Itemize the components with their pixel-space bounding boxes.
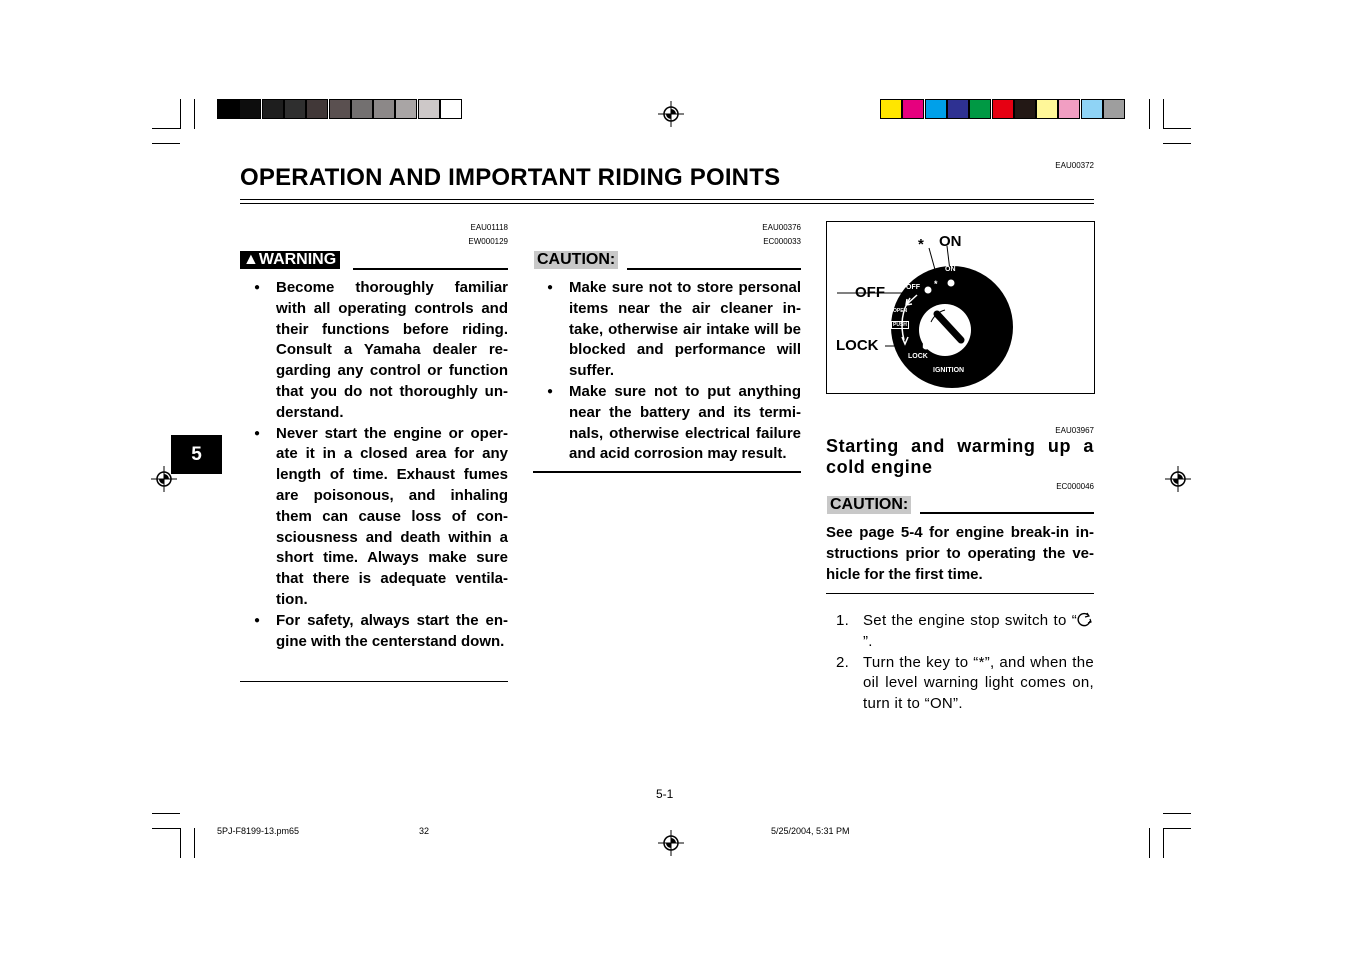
registration-mark-bottom [658,830,684,856]
caution-label-2: CAUTION: [827,496,911,514]
color-swatch [262,99,284,119]
dial-off-text: OFF [906,284,920,291]
list-item: ● Never start the engine or oper-ate it in a closed area for any length of time. Exhaust fumes are poisonous, and inhaling them can cause loss of con-sciousness and death within a short time. Always make sure that there is adequate ventila-tion. [240,424,508,611]
warning-list [240,278,508,652]
col3-code-1: EAU03967 [1055,426,1094,435]
color-swatch [351,99,373,119]
list-item [826,611,1094,653]
step-number: 2. [836,653,850,671]
color-swatch [239,99,261,119]
color-swatch [395,99,417,119]
color-swatch [306,99,328,119]
caution2-header-line [920,512,1094,514]
list-item: ● Become thoroughly familiar with all operating controls and their functions before riding. Consult a Yamaha dealer re-garding any control or function that you do not thoroughly un-derstand. [240,278,508,424]
caution2-end-rule [826,593,1094,594]
chapter-tab: 5 [171,435,222,474]
color-swatch [1103,99,1125,119]
steps-list [826,611,1094,715]
dial-lock-text: LOCK [908,353,928,360]
color-swatch [992,99,1014,119]
page-title: OPERATION AND IMPORTANT RIDING POINTS [240,164,781,191]
color-swatch [440,99,462,119]
caution2-text: See page 5-4 for engine break-in in-structions prior to operating the ve-hicle for the first time. [826,524,1094,583]
star-label: * [918,236,924,253]
color-swatch [925,99,947,119]
lock-label: LOCK [836,337,879,354]
dial-open-text: OPEN [893,308,908,314]
caution-label: CAUTION: [534,251,618,269]
off-label: OFF [855,284,885,301]
color-swatch [880,99,902,119]
list-item [826,653,1094,715]
dial-star-text: * [934,279,938,289]
section-code: EAU00372 [1055,161,1094,170]
caution-header-line [627,268,801,270]
warning-triangle-icon: ▲ [243,251,259,268]
color-swatch [902,99,924,119]
color-swatch [969,99,991,119]
list-item: ● Make sure not to store personal items near the air cleaner in-take, otherwise air intake will be blocked and performance will suffer. [533,278,801,382]
col2-code-2: EC000033 [763,237,801,246]
col1-code-2: EW000129 [468,237,508,246]
title-rule-top [240,199,1094,200]
col1-code-1: EAU01118 [470,223,508,232]
title-rule-bottom [240,203,1094,204]
step-number: 1. [836,612,850,629]
warning-label: ▲WARNING [240,251,340,269]
color-swatch [1058,99,1080,119]
col2-code-1: EAU00376 [762,223,801,232]
registration-mark-right [1165,466,1191,492]
step-text: Set the engine stop switch to “ [863,612,1077,629]
step-text: Turn the key to “*”, and when the oil level warning light comes on, turn it to “ON”. [863,653,1094,713]
registration-mark-top [658,101,684,127]
caution-end-rule [533,471,801,473]
dial-on-text: ON [945,266,956,273]
color-swatch [1036,99,1058,119]
color-swatch [373,99,395,119]
warning-end-rule [240,681,508,682]
dial-ignition-text: IGNITION [933,367,965,374]
step-text-end: ”. [863,632,873,650]
ignition-switch-figure [826,221,1095,394]
dial-push-text: PUSH [893,322,907,328]
col3-code-2: EC000046 [1056,482,1094,491]
footer-file: 5PJ-F8199-13.pm65 [217,826,300,836]
color-swatch [1014,99,1036,119]
on-label: ON [939,233,962,250]
color-swatch [1081,99,1103,119]
engine-run-icon [1077,612,1094,627]
footer-date: 5/25/2004, 5:31 PM [771,826,850,836]
color-swatch [329,99,351,119]
caution-list [533,278,801,465]
footer-page: 32 [419,826,430,836]
page-number: 5-1 [656,787,674,801]
list-item: ● Make sure not to put anything near the battery and its termi-nals, otherwise electrical failure and acid corrosion may result. [533,382,801,465]
color-swatch [418,99,440,119]
list-item: ● For safety, always start the en-gine with the centerstand down. [240,611,508,653]
color-swatch [947,99,969,119]
color-swatch [217,99,239,119]
color-swatch [284,99,306,119]
section-heading: Starting and warming up a cold engine [826,436,1094,477]
warning-header-line [353,268,508,270]
